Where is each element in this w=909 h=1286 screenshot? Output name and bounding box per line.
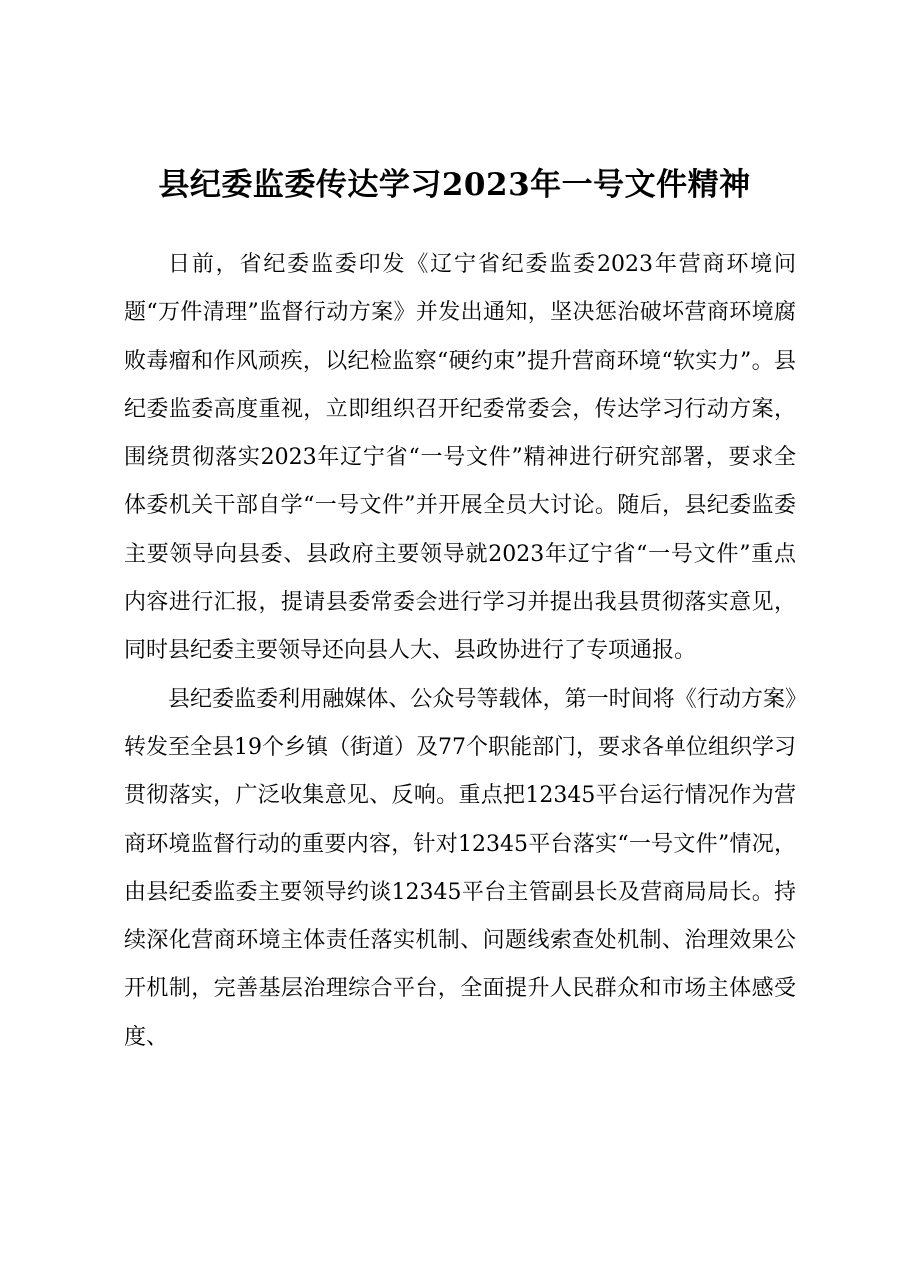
paragraph-1: 日前，省纪委监委印发《辽宁省纪委监委2023年营商环境问题“万件清理”监督行动方案》并发出通知，坚决惩治破坏营商环境腐败毒瘤和作风顽疾，以纪检监察“硬约束”提升营商环境“软实力”。县纪委监委高度重视，立即组织召开纪委常委会，传达学习行动方案，围绕贯彻落实2023年辽宁省“一号文件”精神进行研究部署，要求全体委机关干部自学“一号文件”并开展全员大讨论。随后，县纪委监委主要领导向县委、县政府主要领导就2023年辽宁省“一号文件”重点内容进行汇报，提请县委常委会进行学习并提出我县贯彻落实意见，同时县纪委主要领导还向县人大、县政协进行了专项通报。 bbox=[124, 252, 796, 664]
document-title: 县纪委监委传达学习2023年一号文件精神 bbox=[158, 167, 751, 203]
paragraph-2: 县纪委监委利用融媒体、公众号等载体，第一时间将《行动方案》转发至全县19个乡镇（街道）及77个职能部门，要求各单位组织学习贯彻落实，广泛收集意见、反响。重点把12345平台运行情况作为营商环境监督行动的重要内容，针对12345平台落实“一号文件”情况，由县纪委监委主要领导约谈12345平台主管副县长及营商局局长。持续深化营商环境主体责任落实机制、问题线索查处机制、治理效果公开机制，完善基层治理综合平台，全面提升人民群众和市场主体感受度、 bbox=[124, 686, 796, 1050]
document-body bbox=[124, 241, 796, 1062]
